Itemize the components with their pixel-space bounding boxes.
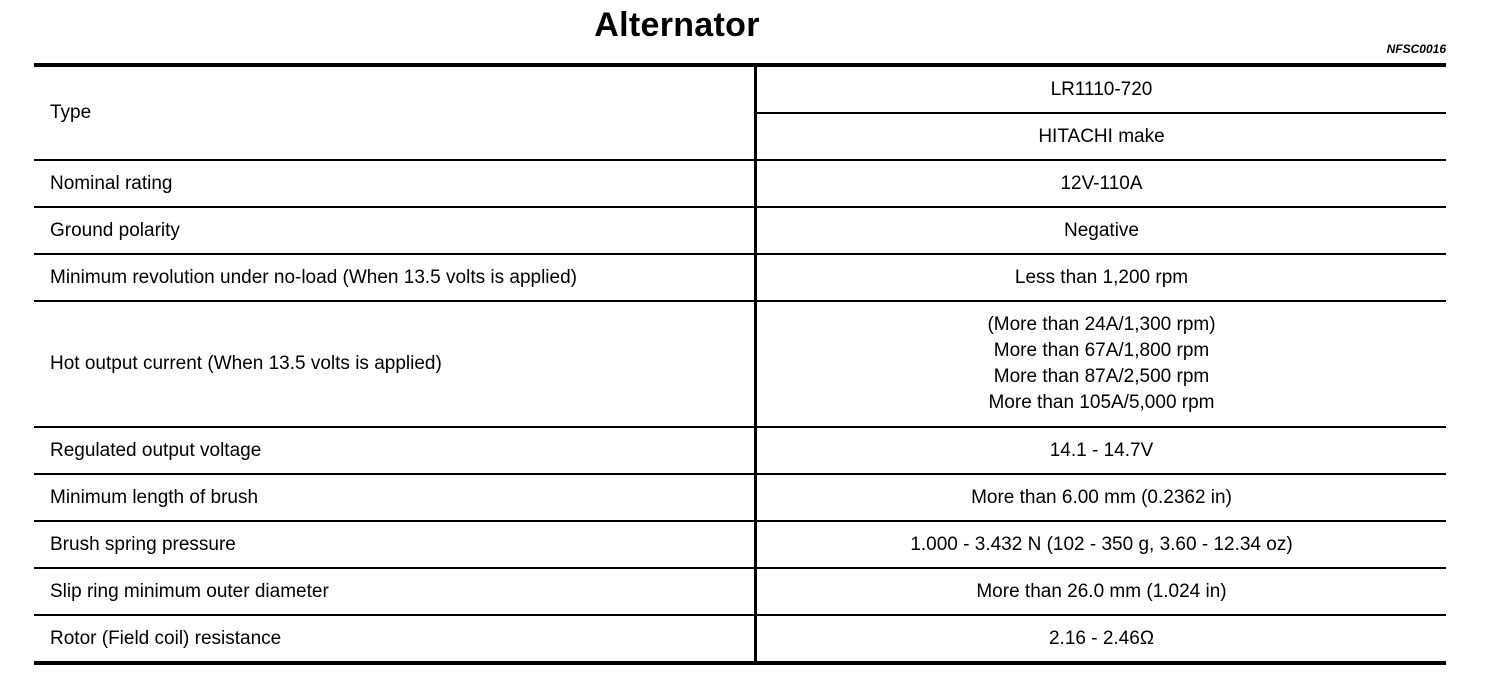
spec-label: Hot output current (When 13.5 volts is applied) bbox=[34, 301, 756, 427]
table-row bbox=[34, 427, 1446, 474]
spec-label: Ground polarity bbox=[34, 207, 756, 254]
hot-output-line: (More than 24A/1,300 rpm) bbox=[987, 314, 1216, 335]
table-row bbox=[34, 474, 1446, 521]
spec-label-type: Type bbox=[34, 65, 756, 160]
spec-label: Rotor (Field coil) resistance bbox=[34, 615, 756, 663]
hot-output-line: More than 105A/5,000 rpm bbox=[988, 392, 1215, 413]
spec-value: 14.1 - 14.7V bbox=[756, 427, 1447, 474]
spec-value: 1.000 - 3.432 N (102 - 350 g, 3.60 - 12.34 oz) bbox=[756, 521, 1447, 568]
table-row bbox=[34, 521, 1446, 568]
alternator-spec-table bbox=[34, 63, 1446, 665]
document-code: NFSC0016 bbox=[1386, 42, 1446, 56]
spec-value: 12V-110A bbox=[756, 160, 1447, 207]
hot-output-line: More than 87A/2,500 rpm bbox=[993, 366, 1210, 387]
spec-label: Minimum revolution under no-load (When 13.5 volts is applied) bbox=[34, 254, 756, 301]
page-title: Alternator bbox=[594, 6, 760, 44]
spec-label: Minimum length of brush bbox=[34, 474, 756, 521]
table-row bbox=[34, 254, 1446, 301]
spec-label: Regulated output voltage bbox=[34, 427, 756, 474]
spec-value: 2.16 - 2.46Ω bbox=[756, 615, 1447, 663]
table-row-type-model bbox=[34, 65, 1446, 113]
spec-label: Slip ring minimum outer diameter bbox=[34, 568, 756, 615]
table-row bbox=[34, 615, 1446, 663]
spec-value-hot-output bbox=[756, 301, 1447, 427]
spec-value: More than 6.00 mm (0.2362 in) bbox=[756, 474, 1447, 521]
spec-value-type-make: HITACHI make bbox=[756, 113, 1447, 160]
table-row bbox=[34, 160, 1446, 207]
spec-value-type-model: LR1110-720 bbox=[1050, 78, 1153, 100]
hot-output-line: More than 67A/1,800 rpm bbox=[993, 340, 1210, 361]
spec-label: Brush spring pressure bbox=[34, 521, 756, 568]
spec-value: Negative bbox=[756, 207, 1447, 254]
spec-value: More than 26.0 mm (1.024 in) bbox=[756, 568, 1447, 615]
spec-label: Nominal rating bbox=[34, 160, 756, 207]
table-row bbox=[34, 568, 1446, 615]
table-row bbox=[34, 207, 1446, 254]
table-row-hot-output bbox=[34, 301, 1446, 427]
spec-value: Less than 1,200 rpm bbox=[756, 254, 1447, 301]
